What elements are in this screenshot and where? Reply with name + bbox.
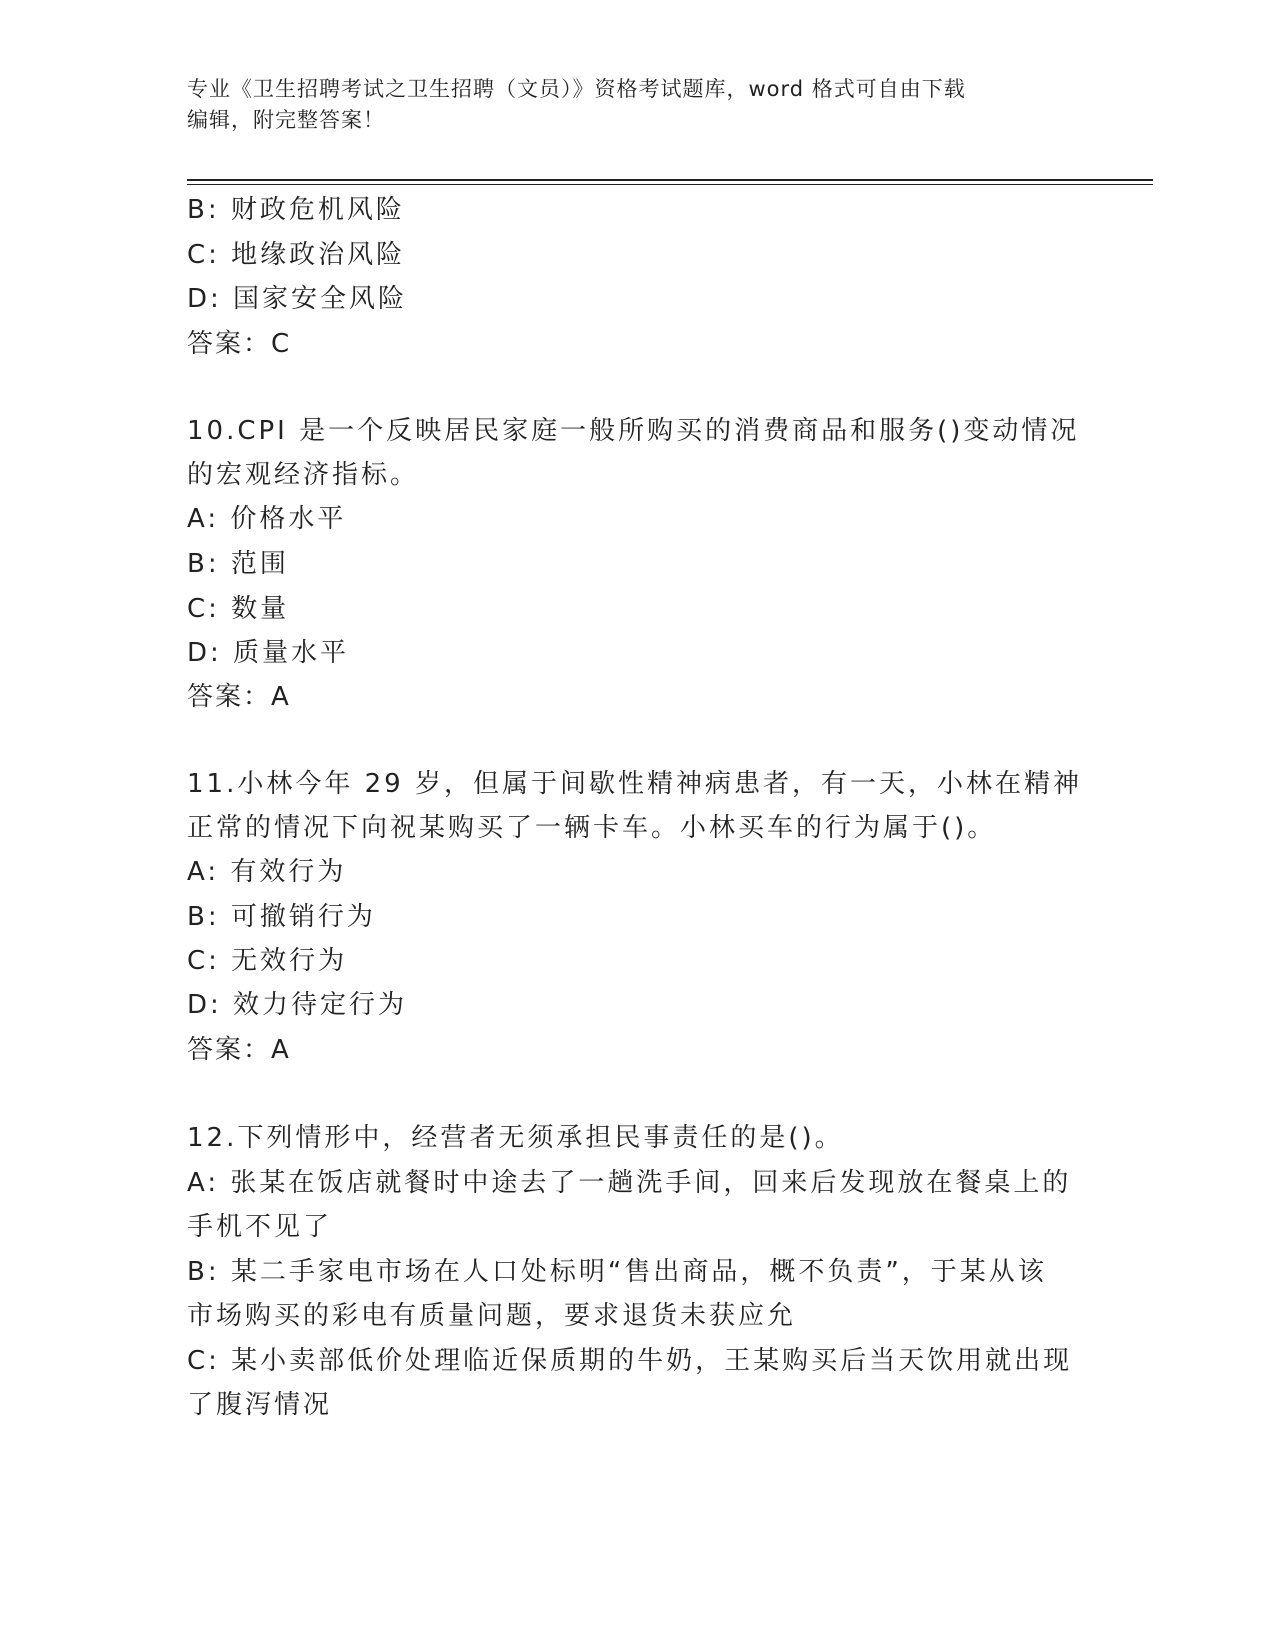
q11-option-c: C: 无效行为 — [187, 946, 348, 976]
document-header — [187, 74, 1067, 136]
q10-option-d: D: 质量水平 — [187, 638, 350, 668]
q10-option-b: B: 范围 — [187, 549, 289, 579]
q10-stem-line-1: 10.CPI 是一个反映居民家庭一般所购买的消费商品和服务()变动情况 — [187, 416, 1080, 446]
header-rule-thin — [187, 184, 1153, 185]
header-line-1: 专业《卫生招聘考试之卫生招聘（文员）》资格考试题库，word 格式可自由下载 — [187, 77, 966, 101]
q11-answer: 答案：A — [187, 1035, 291, 1065]
q11-option-a: A: 有效行为 — [187, 857, 347, 887]
q11-option-b: B: 可撤销行为 — [187, 902, 376, 932]
q9-answer: 答案：C — [187, 329, 292, 359]
q12-stem: 12.下列情形中，经营者无须承担民事责任的是()。 — [187, 1123, 844, 1153]
q12-option-b-line-1: B: 某二手家电市场在人口处标明“售出商品，概不负责”，于某从该 — [187, 1257, 1047, 1287]
q9-option-b: B: 财政危机风险 — [187, 195, 405, 225]
header-line-2: 编辑，附完整答案！ — [187, 108, 385, 132]
q12-option-c-line-1: C: 某小卖部低价处理临近保质期的牛奶，王某购买后当天饮用就出现 — [187, 1346, 1073, 1376]
q11-option-d: D: 效力待定行为 — [187, 990, 408, 1020]
q9-option-d: D: 国家安全风险 — [187, 284, 408, 314]
q10-option-a: A: 价格水平 — [187, 504, 347, 534]
header-rule-thick — [187, 179, 1153, 181]
q10-answer: 答案：A — [187, 682, 291, 712]
q12-option-c-line-2: 了腹泻情况 — [187, 1390, 333, 1420]
q12-option-a-line-2: 手机不见了 — [187, 1212, 333, 1242]
q11-stem-line-2: 正常的情况下向祝某购买了一辆卡车。小林买车的行为属于()。 — [187, 813, 997, 843]
q10-option-c: C: 数量 — [187, 594, 290, 624]
q10-stem-line-2: 的宏观经济指标。 — [187, 460, 420, 490]
q9-option-c: C: 地缘政治风险 — [187, 240, 406, 270]
q12-option-a-line-1: A: 张某在饭店就餐时中途去了一趟洗手间，回来后发现放在餐桌上的 — [187, 1168, 1072, 1198]
q11-stem-line-1: 11.小林今年 29 岁，但属于间歇性精神病患者，有一天，小林在精神 — [187, 769, 1082, 799]
q12-option-b-line-2: 市场购买的彩电有质量问题，要求退货未获应允 — [187, 1301, 797, 1331]
